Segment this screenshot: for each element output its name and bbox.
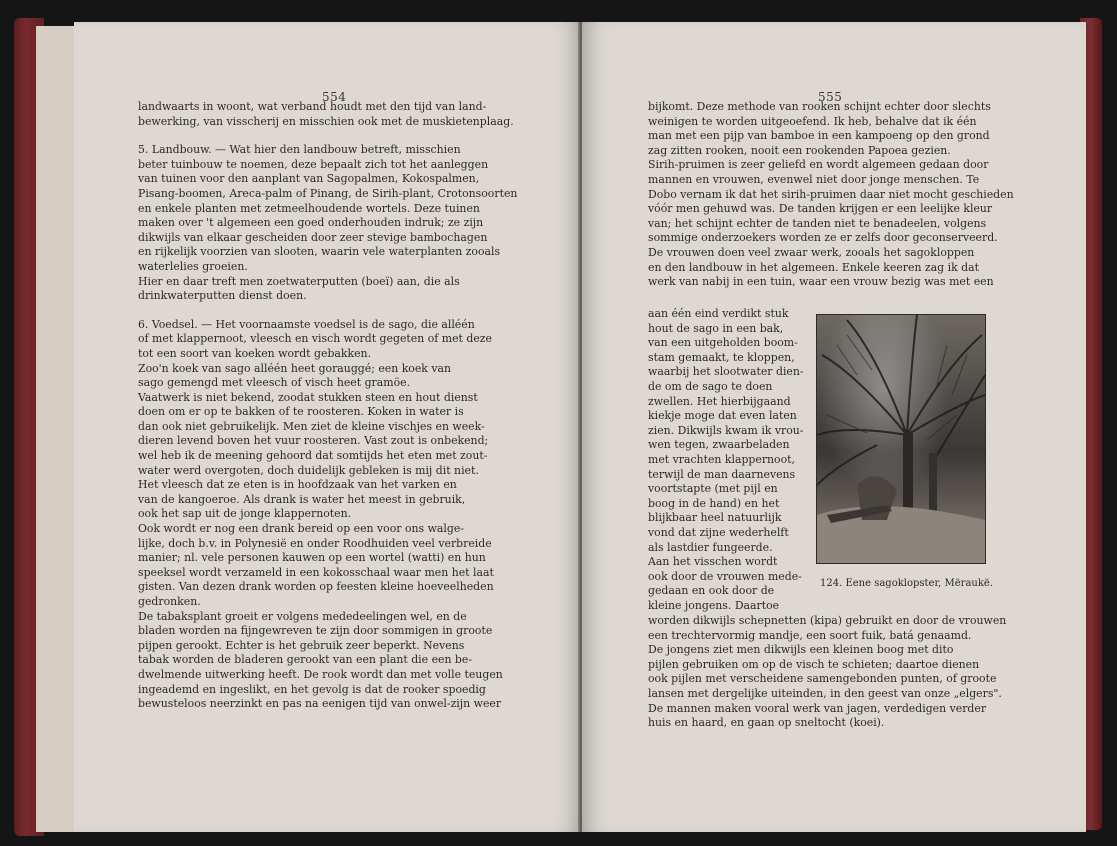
text-line: beter tuinbouw te noemen, deze bepaalt zich tot het aanleggen: [138, 157, 489, 171]
text-line: sago gemengd met vleesch of visch heet gramöe.: [138, 376, 411, 390]
text-line: bladen worden na fijngewreven te zijn door sommigen in groote: [138, 624, 493, 638]
text-line: zwellen. Het hierbijgaand: [648, 394, 791, 408]
text-line: en enkele planten met zetmeelhoudende wortels. Deze tuinen: [138, 201, 480, 215]
text-line: manier; nl. vele personen kauwen op een wortel (watti) en hun: [138, 551, 486, 565]
text-line: tabak worden de bladeren gerookt van een plant die een be-: [138, 653, 473, 667]
text-line: en den landbouw in het algemeen. Enkele keeren zag ik dat: [648, 260, 979, 274]
text-line: van de kangoeroe. Als drank is water het meest in gebruik,: [138, 492, 466, 506]
text-line: Aan het visschen wordt: [648, 555, 778, 569]
text-line: gedaan en ook door de: [648, 584, 775, 598]
text-line: waterlelies groeien.: [138, 259, 248, 273]
text-line: van een uitgeholden boom-: [648, 336, 798, 350]
text-line: tot een soort van koeken wordt gebakken.: [138, 346, 372, 360]
text-line: pijlen gebruiken om op de visch te schieten; daartoe dienen: [648, 657, 980, 671]
text-line: wel heb ik de meening gehoord dat somtijds het eten met zout-: [138, 449, 488, 463]
text-line: dieren levend boven het vuur roosteren. Vast zout is onbekend;: [138, 434, 489, 448]
text-line: Dobo vernam ik dat het sirih-pruimen daar niet mocht geschieden: [648, 187, 1014, 201]
text-line: van tuinen voor den aanplant van Sagopalmen, Kokospalmen,: [138, 172, 480, 186]
text-line: water werd overgoten, doch duidelijk gebleken is mij dit niet.: [138, 463, 479, 477]
text-line: met vrachten klappernoot,: [648, 452, 796, 466]
text-line: Ook wordt er nog een drank bereid op een voor ons walge-: [138, 522, 464, 536]
right-page-text-bottom: [648, 614, 1068, 731]
text-line: de om de sago te doen: [648, 379, 773, 393]
text-line: maken over 't algemeen een goed onderhouden indruk; ze zijn: [138, 216, 484, 230]
text-line: dwelmende uitwerking heeft. De rook wordt dan met volle teugen: [138, 667, 503, 681]
text-line: ook door de vrouwen mede-: [648, 569, 802, 583]
text-line: terwijl de man daarnevens: [648, 467, 796, 481]
text-line: doen om er op te bakken of te roosteren. Koken in water is: [138, 405, 464, 419]
text-line: hout de sago in een bak,: [648, 321, 784, 335]
text-line: bijkomt. Deze methode van rooken schijnt echter door slechts: [648, 100, 991, 113]
text-line: zag zitten rooken, nooit een rookenden Papoea gezien.: [648, 143, 951, 157]
palm-photo-illustration: [817, 315, 985, 563]
text-line: dan ook niet gebruikelijk. Men ziet de kleine vischjes en week-: [138, 419, 485, 433]
text-line: Pisang-boomen, Areca-palm of Pinang, de Sirih-plant, Crotonsoorten: [138, 186, 518, 200]
text-line: waarbij het slootwater dien-: [648, 365, 804, 379]
text-line: landwaarts in woont, wat verband houdt met den tijd van land-: [138, 100, 487, 113]
text-line: werk van nabij in een tuin, waar een vrouw bezig was met een: [648, 275, 994, 289]
text-line: Zoo'n koek van sago alléén heet gorauggé; een koek van: [138, 361, 452, 375]
text-line: De jongens ziet men dikwijls een kleinen boog met dito: [648, 643, 954, 657]
left-page-text: [138, 100, 570, 712]
text-line: ook het sap uit de jonge klappernoten.: [138, 507, 352, 521]
text-line: drinkwaterputten dienst doen.: [138, 289, 307, 303]
text-line: mannen en vrouwen, evenwel niet door jonge menschen. Te: [648, 172, 980, 186]
text-line: vond dat zijne wederhelft: [648, 525, 789, 539]
paragraph-gap: [138, 304, 570, 318]
text-line: bewerking, van visscherij en misschien ook met de muskietenplaag.: [138, 114, 514, 128]
right-page: [582, 22, 1086, 832]
text-line: De tabaksplant groeit er volgens mededeelingen wel, en de: [138, 609, 467, 623]
photo-sago-pounder: [816, 314, 986, 564]
text-line: blijkbaar heel natuurlijk: [648, 511, 782, 525]
text-line: De mannen maken vooral werk van jagen, verdedigen verder: [648, 701, 987, 715]
text-line: ingeademd en ingeslikt, en het gevolg is dat de rooker spoedig: [138, 682, 486, 696]
page-number-left: 554: [322, 90, 347, 104]
page-stack-left: [36, 26, 78, 832]
text-line: sommige onderzoekers worden ze er zelfs door geconserveerd.: [648, 231, 998, 245]
text-line: stam gemaakt, te kloppen,: [648, 350, 795, 364]
text-line: en rijkelijk voorzien van slooten, waarin vele waterplanten zooals: [138, 245, 501, 259]
text-line: speeksel wordt verzameld in een kokosschaal waar men het laat: [138, 565, 494, 579]
text-line: vóór men gehuwd was. De tanden krijgen er een leelijke kleur: [648, 202, 993, 216]
text-line: kiekje moge dat even laten: [648, 409, 797, 423]
text-line: voortstapte (met pijl en: [648, 482, 778, 496]
text-line: als lastdier fungeerde.: [648, 540, 773, 554]
text-line: bewusteloos neerzinkt en pas na eenigen tijd van onwel-zijn weer: [138, 697, 502, 711]
text-line: gisten. Van dezen drank worden op feesten kleine hoeveelheden: [138, 580, 494, 594]
left-page: [74, 22, 580, 832]
text-line: weinigen te worden uitgeoefend. Ik heb, behalve dat ik één: [648, 114, 977, 128]
text-line: man met een pijp van bamboe in een kampoeng op den grond: [648, 129, 990, 143]
text-line: zien. Dikwijls kwam ik vrou-: [648, 423, 804, 437]
text-line: De vrouwen doen veel zwaar werk, zooals het sagokloppen: [648, 245, 975, 259]
text-line: lijke, doch b.v. in Polynesië en onder Roodhuiden veel verbreide: [138, 536, 492, 550]
text-line: gedronken.: [138, 595, 201, 608]
text-line: Het vleesch dat ze eten is in hoofdzaak van het varken en: [138, 478, 457, 492]
text-line: pijpen gerookt. Echter is het gebruik zeer beperkt. Nevens: [138, 638, 465, 652]
page-number-right: 555: [818, 90, 843, 104]
text-line: dikwijls van elkaar gescheiden door zeer stevige bambochagen: [138, 230, 488, 244]
text-line: ook pijlen met verscheidene samengebonden punten, of groote: [648, 672, 997, 686]
text-line: wen tegen, zwaarbeladen: [648, 438, 790, 452]
text-line: boog in de hand) en het: [648, 496, 780, 510]
text-line: Sirih-pruimen is zeer geliefd en wordt algemeen gedaan door: [648, 158, 989, 172]
text-line: 6. Voedsel. — Het voornaamste voedsel is de sago, die alléén: [138, 317, 475, 331]
text-line: 5. Landbouw. — Wat hier den landbouw betreft, misschien: [138, 143, 461, 157]
text-line: aan één eind verdikt stuk: [648, 307, 789, 320]
text-line: kleine jongens. Daartoe: [648, 598, 780, 612]
text-line: huis en haard, en gaan op sneltocht (koei).: [648, 716, 885, 730]
right-page-text-wrap: [648, 307, 818, 613]
text-line: Vaatwerk is niet bekend, zoodat stukken steen en hout dienst: [138, 390, 478, 404]
text-line: van; het schijnt echter de tanden niet te benadeelen, volgens: [648, 216, 987, 230]
figure-caption: 124. Eene sagoklopster, Mëraukë.: [820, 578, 993, 589]
text-line: Hier en daar treft men zoetwaterputten (boeï) aan, die als: [138, 274, 460, 288]
paragraph-gap: [138, 129, 570, 143]
text-line: of met klappernoot, vleesch en visch wordt gegeten of met deze: [138, 332, 492, 346]
text-line: lansen met dergelijke uiteinden, in den geest van onze „elgers".: [648, 686, 1002, 700]
text-line: worden dikwijls schepnetten (kipa) gebruikt en door de vrouwen: [648, 614, 1007, 627]
right-page-text-top: [648, 100, 1068, 290]
text-line: een trechtervormig mandje, een soort fuik, batá genaamd.: [648, 628, 972, 642]
